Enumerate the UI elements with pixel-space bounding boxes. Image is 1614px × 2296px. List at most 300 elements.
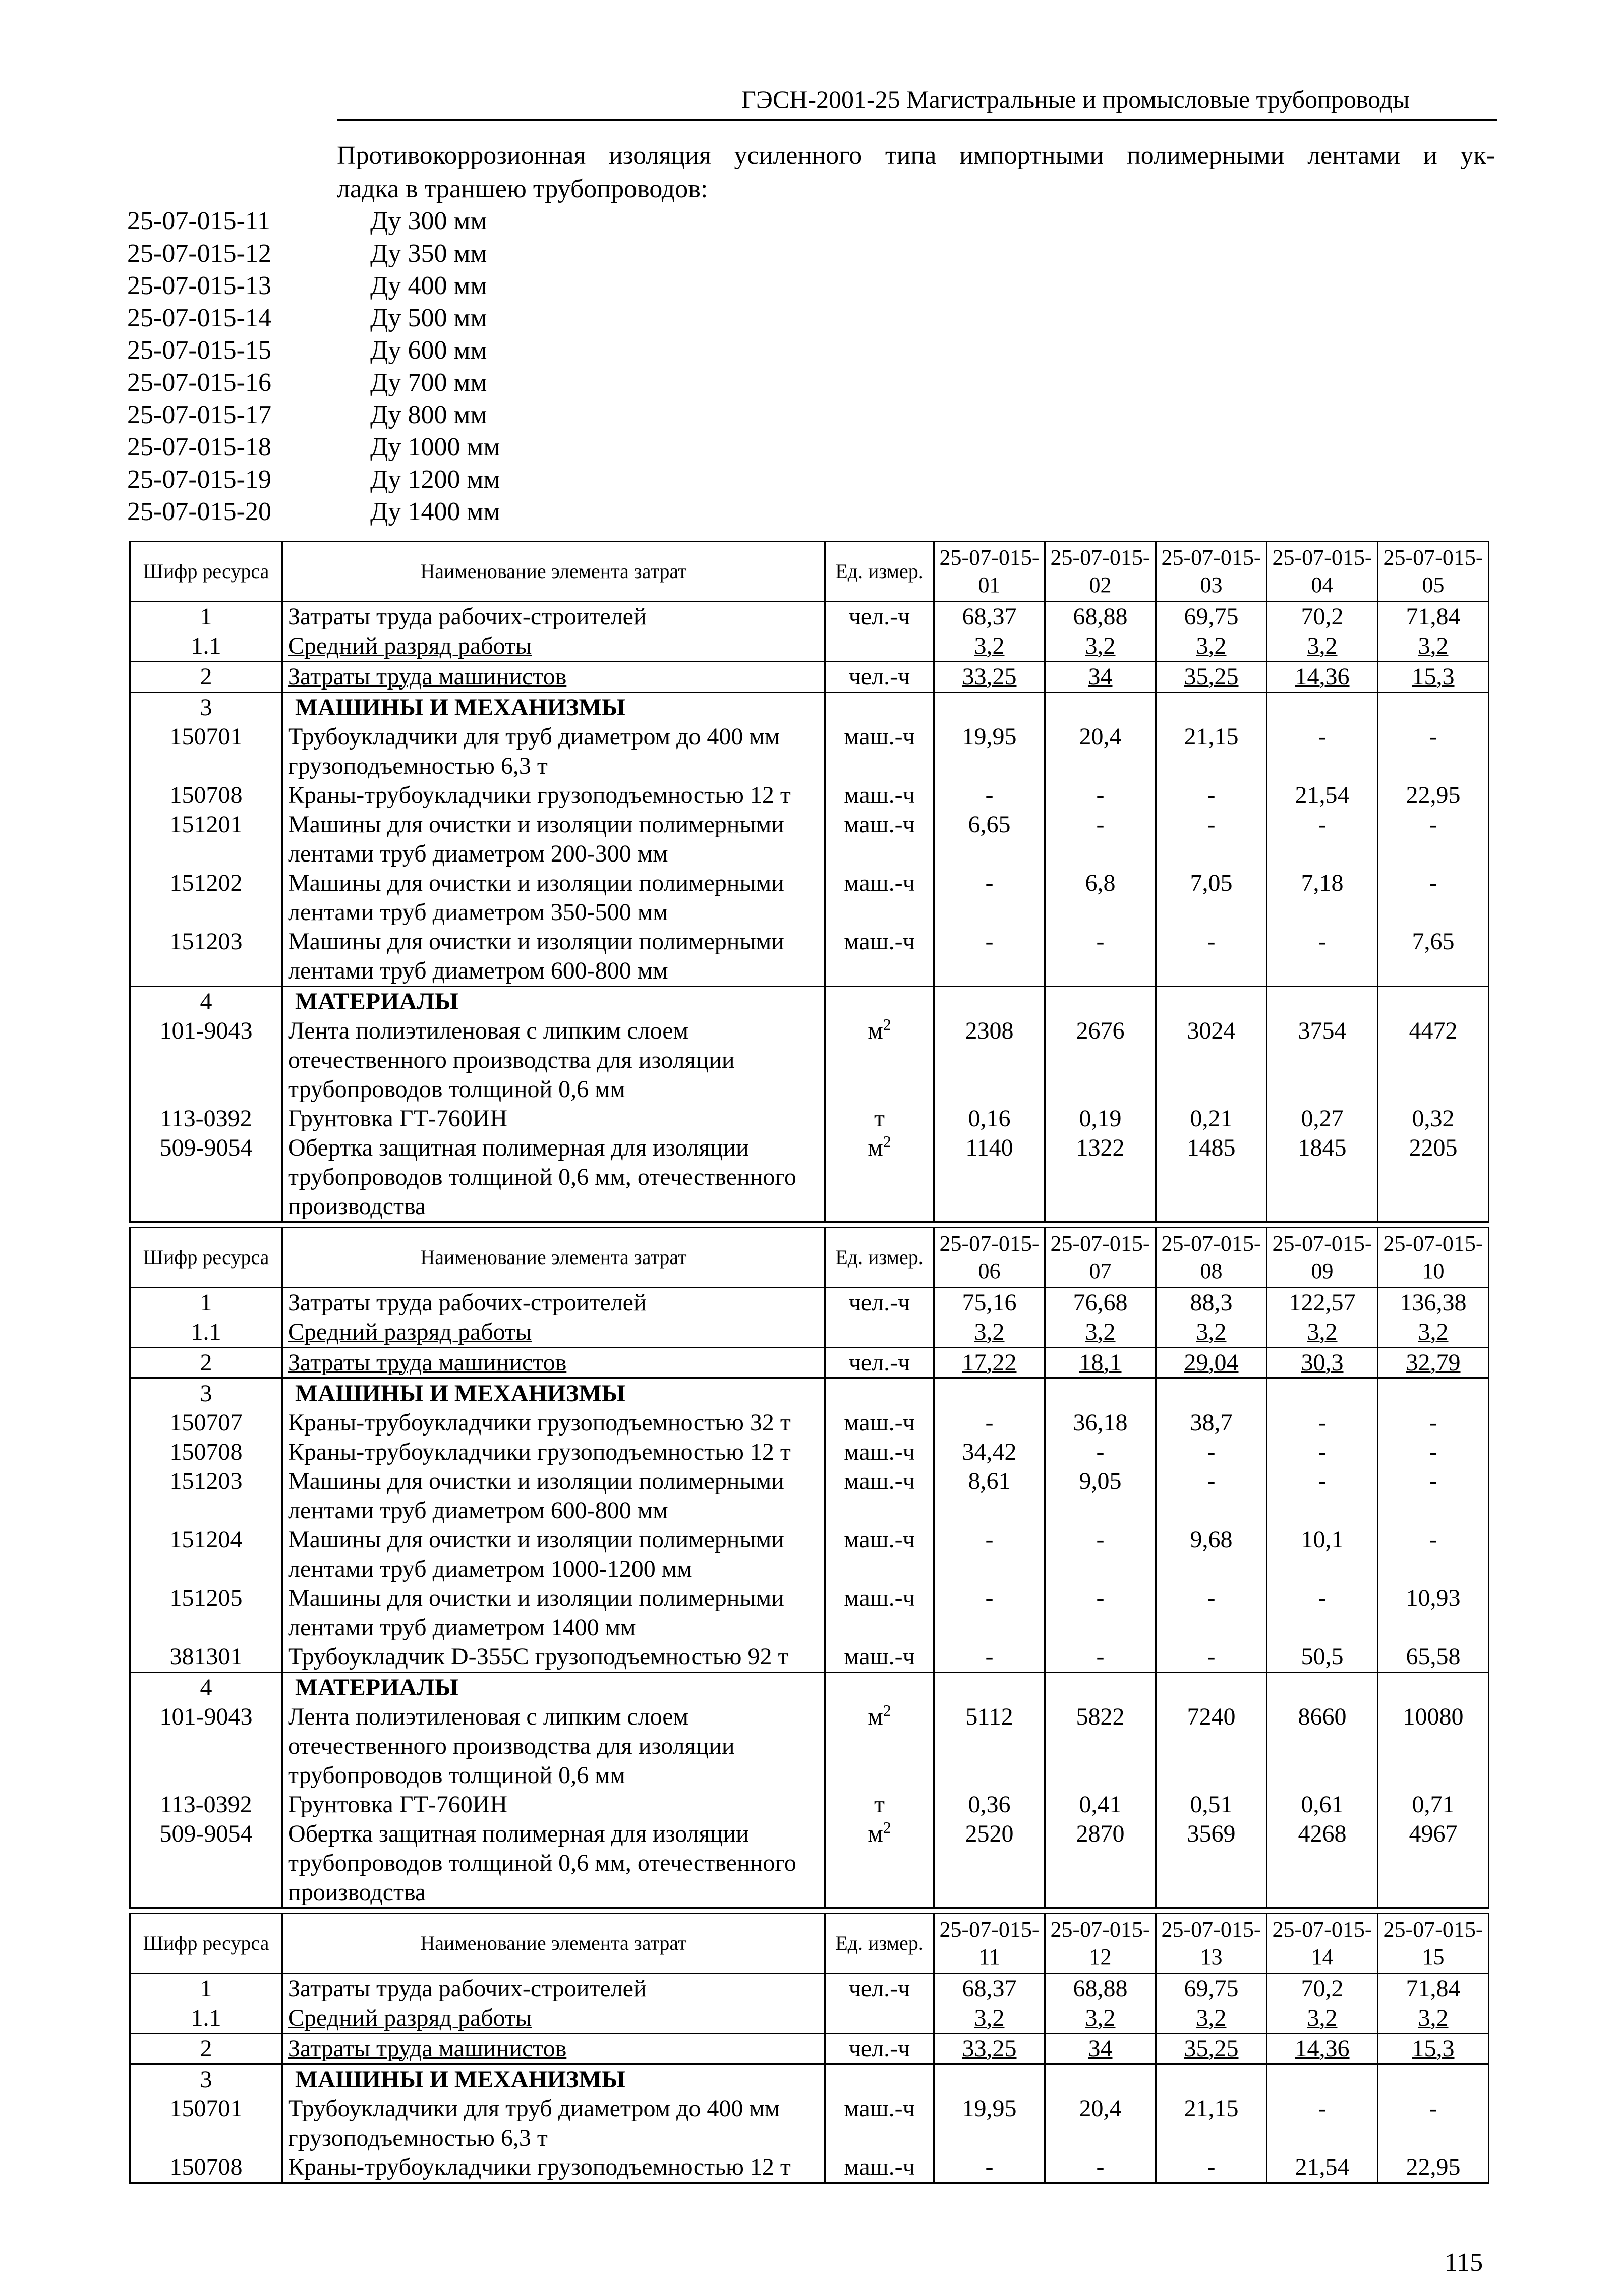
value-cell: 5822 [1045,1702,1156,1790]
resource-code: 381301 [130,1642,282,1673]
resource-name-cell [282,1317,825,1348]
value-cell: 50,5 [1267,1642,1378,1673]
table-row [130,869,1489,927]
value-cell [1378,1379,1489,1409]
value-cell: 68,88 [1045,1974,1156,2004]
unit-label: маш.-ч [844,2095,915,2122]
resource-code: 151203 [130,1467,282,1525]
value-cell: - [934,1584,1045,1642]
value-cell [934,987,1045,1017]
value-cell: 3,2 [1267,2003,1378,2034]
unit-cell [825,1819,934,1908]
header-name: Наименование элемента затрат [282,542,825,602]
table-header-row [130,542,1489,602]
value-cell [1045,2064,1156,2095]
value-cell [1267,1673,1378,1703]
table-row [130,1673,1489,1703]
value-cell: - [1156,2153,1267,2183]
unit-cell [825,810,934,869]
table-row [130,1702,1489,1790]
value-cell: 136,38 [1378,1288,1489,1318]
table-row [130,1016,1489,1104]
value-cell: - [1045,781,1156,810]
resource-name-cell [282,1702,825,1790]
unit-label: т [874,1105,885,1132]
code-list-code: 25-07-015-15 [127,336,271,365]
resource-table-3 [129,1913,1489,2184]
header-unit: Ед. измер. [825,1914,934,1974]
table-row [130,927,1489,987]
code-list-diameter: Ду 350 мм [370,239,487,268]
resource-name-cell [282,1525,825,1584]
resource-name-cell [282,1379,825,1409]
value-cell: 14,36 [1267,662,1378,693]
header-norm-code: 25-07-015-08 [1156,1228,1267,1288]
header-unit: Ед. измер. [825,542,934,602]
value-cell [934,693,1045,723]
value-cell: 30,3 [1267,1348,1378,1379]
resource-name: Краны-трубоукладчики грузоподъемностью 32 т [288,1409,791,1436]
value-cell: - [1378,1408,1489,1438]
unit-label: м [868,1703,883,1730]
resource-name: МАТЕРИАЛЫ [295,988,458,1015]
unit-cell [825,927,934,987]
header-norm-code: 25-07-015-06 [934,1228,1045,1288]
value-cell: - [1156,1642,1267,1673]
table-row [130,987,1489,1017]
table-row [130,1790,1489,1819]
code-list-code: 25-07-015-12 [127,239,271,268]
value-cell: - [1045,1584,1156,1642]
table-row [130,1642,1489,1673]
header-code: Шифр ресурса [130,542,282,602]
value-cell: 9,05 [1045,1467,1156,1525]
unit-cell [825,1790,934,1819]
resource-code: 1.1 [130,632,282,662]
table-row [130,1379,1489,1409]
unit-label: чел.-ч [848,1975,910,2002]
table-row [130,1104,1489,1133]
value-cell: - [934,1408,1045,1438]
value-cell: 0,16 [934,1104,1045,1133]
code-list-diameter: Ду 300 мм [370,207,487,236]
value-cell: 0,61 [1267,1790,1378,1819]
value-cell: 3,2 [1045,1317,1156,1348]
resource-name-cell [282,1642,825,1673]
value-cell: 3,2 [1156,1317,1267,1348]
value-cell: 0,27 [1267,1104,1378,1133]
header-norm-code: 25-07-015-12 [1045,1914,1156,1974]
header-code: Шифр ресурса [130,1228,282,1288]
header-norm-code: 25-07-015-09 [1267,1228,1378,1288]
value-cell: - [1267,2094,1378,2153]
resource-name: МАТЕРИАЛЫ [295,1674,458,1701]
value-cell: 3,2 [1156,632,1267,662]
value-cell: - [934,2153,1045,2183]
resource-code: 150708 [130,2153,282,2183]
resource-table-2 [129,1227,1489,1909]
resource-name: Обертка защитная полимерная для изоляции трубопроводов толщиной 0,6 мм, отечественного производства [288,1134,796,1220]
value-cell: - [1156,1584,1267,1642]
value-cell: 21,15 [1156,2094,1267,2153]
value-cell: 4967 [1378,1819,1489,1908]
value-cell: - [934,781,1045,810]
table-row [130,632,1489,662]
header-norm-code: 25-07-015-11 [934,1914,1045,1974]
code-list-diameter: Ду 1000 мм [370,433,500,462]
value-cell [1045,987,1156,1017]
value-cell: - [1267,1467,1378,1525]
unit-cell [825,1525,934,1584]
resource-name: Краны-трубоукладчики грузоподъемностью 12 т [288,2154,791,2180]
value-cell: 35,25 [1156,2034,1267,2064]
value-cell: 0,32 [1378,1104,1489,1133]
value-cell [1267,2064,1378,2095]
value-cell: 3,2 [934,632,1045,662]
value-cell: 122,57 [1267,1288,1378,1318]
value-cell: - [1156,927,1267,987]
unit-label: м [868,1017,883,1044]
resource-name: МАШИНЫ И МЕХАНИЗМЫ [295,2066,625,2093]
value-cell: - [1267,1408,1378,1438]
unit-superscript: 2 [883,1701,891,1719]
code-list-diameter: Ду 700 мм [370,368,487,397]
code-list-diameter: Ду 600 мм [370,336,487,365]
value-cell: 29,04 [1156,1348,1267,1379]
value-cell: 32,79 [1378,1348,1489,1379]
value-cell [1267,987,1378,1017]
header-norm-code: 25-07-015-01 [934,542,1045,602]
resource-name: Машины для очистки и изоляции полимерными лентами труб диаметром 1400 мм [288,1585,784,1641]
value-cell: 68,88 [1045,602,1156,632]
value-cell: 22,95 [1378,781,1489,810]
value-cell: 1485 [1156,1133,1267,1222]
value-cell: 65,58 [1378,1642,1489,1673]
table-row [130,1133,1489,1222]
code-list-diameter: Ду 1200 мм [370,465,500,494]
code-list-code: 25-07-015-16 [127,368,271,397]
resource-name-cell [282,1104,825,1133]
header-unit: Ед. измер. [825,1228,934,1288]
resource-name-cell [282,2153,825,2183]
code-list-diameter: Ду 800 мм [370,400,487,429]
value-cell: 4268 [1267,1819,1378,1908]
unit-label: чел.-ч [848,1289,910,1316]
value-cell: 9,68 [1156,1525,1267,1584]
table-row [130,2064,1489,2095]
value-cell: 20,4 [1045,722,1156,781]
value-cell [1045,1673,1156,1703]
value-cell [1045,693,1156,723]
resource-name-cell [282,1438,825,1467]
resource-code: 150701 [130,2094,282,2153]
table-row [130,2003,1489,2034]
resource-name: Машины для очистки и изоляции полимерными лентами труб диаметром 600-800 мм [288,1468,784,1524]
value-cell: - [1378,869,1489,927]
unit-label: маш.-ч [844,1643,915,1670]
unit-cell [825,1584,934,1642]
value-cell: 7,18 [1267,869,1378,927]
value-cell: 34 [1045,662,1156,693]
resource-name-cell [282,1288,825,1318]
value-cell: 3,2 [1267,1317,1378,1348]
unit-cell [825,1348,934,1379]
value-cell: 33,25 [934,662,1045,693]
resource-table-1 [129,541,1489,1223]
table-row [130,693,1489,723]
table-row [130,1467,1489,1525]
value-cell: - [1378,2094,1489,2153]
resource-name: Трубоукладчики для труб диаметром до 400 мм грузоподъемностью 6,3 т [288,2095,780,2151]
value-cell [1378,2064,1489,2095]
resource-code: 150707 [130,1408,282,1438]
resource-name: Машины для очистки и изоляции полимерными лентами труб диаметром 200-300 мм [288,811,784,867]
unit-label: т [874,1791,885,1818]
resource-code: 509-9054 [130,1133,282,1222]
value-cell: 21,15 [1156,722,1267,781]
unit-label: м [868,1820,883,1847]
unit-label: маш.-ч [844,1468,915,1495]
value-cell: 7,05 [1156,869,1267,927]
resource-name-cell [282,662,825,693]
unit-label: чел.-ч [848,603,910,630]
value-cell: 88,3 [1156,1288,1267,1318]
header-rule [337,119,1497,121]
resource-code: 1 [130,1288,282,1318]
value-cell: 70,2 [1267,1974,1378,2004]
resource-code: 113-0392 [130,1104,282,1133]
unit-cell [825,1642,934,1673]
value-cell: 5112 [934,1702,1045,1790]
value-cell: - [1267,1438,1378,1467]
page-number: 115 [1445,2248,1483,2277]
unit-label: маш.-ч [844,870,915,896]
code-list-code: 25-07-015-17 [127,400,271,429]
resource-code: 2 [130,662,282,693]
resource-name: Затраты труда рабочих-строителей [288,603,647,630]
table-row [130,602,1489,632]
header-code: Шифр ресурса [130,1914,282,1974]
value-cell: 8,61 [934,1467,1045,1525]
value-cell: 20,4 [1045,2094,1156,2153]
unit-label: маш.-ч [844,2154,915,2180]
table-row [130,810,1489,869]
resource-code: 150701 [130,722,282,781]
unit-label: маш.-ч [844,1439,915,1465]
value-cell: 68,37 [934,602,1045,632]
value-cell: - [934,1642,1045,1673]
unit-cell [825,987,934,1017]
unit-cell [825,2094,934,2153]
resource-name: МАШИНЫ И МЕХАНИЗМЫ [295,694,625,721]
value-cell: - [1045,927,1156,987]
value-cell [1045,1379,1156,1409]
value-cell: 14,36 [1267,2034,1378,2064]
value-cell: 15,3 [1378,662,1489,693]
value-cell: 3,2 [1045,632,1156,662]
table-header-row [130,1228,1489,1288]
table-row [130,1584,1489,1642]
resource-name: Затраты труда машинистов [288,2035,567,2062]
header-norm-code: 25-07-015-05 [1378,542,1489,602]
value-cell: 33,25 [934,2034,1045,2064]
unit-cell [825,1133,934,1222]
value-cell: - [1156,781,1267,810]
resource-code: 3 [130,2064,282,2095]
resource-name: Краны-трубоукладчики грузоподъемностью 12 т [288,782,791,809]
value-cell: 18,1 [1045,1348,1156,1379]
value-cell: 76,68 [1045,1288,1156,1318]
value-cell: 36,18 [1045,1408,1156,1438]
value-cell: 17,22 [934,1348,1045,1379]
resource-name-cell [282,2003,825,2034]
unit-cell [825,1408,934,1438]
value-cell: - [934,1525,1045,1584]
table-row [130,1317,1489,1348]
value-cell: - [1267,927,1378,987]
unit-cell [825,1317,934,1348]
resource-code: 1.1 [130,1317,282,1348]
resource-name: Грунтовка ГТ-760ИН [288,1105,508,1132]
value-cell: 19,95 [934,722,1045,781]
value-cell: 6,8 [1045,869,1156,927]
table-row [130,1819,1489,1908]
resource-code: 2 [130,1348,282,1379]
value-cell [1267,1379,1378,1409]
table-row [130,2153,1489,2183]
unit-cell [825,693,934,723]
resource-name: Грунтовка ГТ-760ИН [288,1791,508,1818]
unit-label: маш.-ч [844,723,915,750]
resource-name-cell [282,869,825,927]
value-cell [934,1379,1045,1409]
value-cell: - [1378,1525,1489,1584]
unit-label: чел.-ч [848,2035,910,2062]
value-cell: - [1378,1467,1489,1525]
table-row [130,722,1489,781]
code-list-diameter: Ду 1400 мм [370,497,500,526]
value-cell: 3,2 [1378,1317,1489,1348]
resource-name-cell [282,1408,825,1438]
unit-label: маш.-ч [844,928,915,955]
unit-cell [825,1288,934,1318]
table-row [130,2034,1489,2064]
header-norm-code: 25-07-015-10 [1378,1228,1489,1288]
resource-name-cell [282,1467,825,1525]
header-norm-code: 25-07-015-13 [1156,1914,1267,1974]
unit-cell [825,2153,934,2183]
value-cell: - [1045,1525,1156,1584]
unit-cell [825,1438,934,1467]
value-cell: 19,95 [934,2094,1045,2153]
unit-superscript: 2 [883,1818,891,1836]
value-cell: 3,2 [1378,2003,1489,2034]
value-cell: - [1045,2153,1156,2183]
value-cell: - [934,927,1045,987]
value-cell [1378,1673,1489,1703]
value-cell: 0,71 [1378,1790,1489,1819]
code-list-diameter: Ду 400 мм [370,271,487,300]
table-row [130,1408,1489,1438]
resource-code: 101-9043 [130,1702,282,1790]
unit-cell [825,1104,934,1133]
resource-code: 101-9043 [130,1016,282,1104]
value-cell: 3754 [1267,1016,1378,1104]
value-cell: 68,37 [934,1974,1045,2004]
value-cell: - [1045,810,1156,869]
unit-cell [825,662,934,693]
resource-name-cell [282,693,825,723]
value-cell: 2205 [1378,1133,1489,1222]
value-cell [1378,693,1489,723]
value-cell: 8660 [1267,1702,1378,1790]
resource-name-cell [282,1016,825,1104]
resource-name: Затраты труда машинистов [288,1349,567,1376]
header-norm-code: 25-07-015-02 [1045,542,1156,602]
header-norm-code: 25-07-015-03 [1156,542,1267,602]
code-list-code: 25-07-015-13 [127,271,271,300]
value-cell: 3,2 [1267,632,1378,662]
value-cell: 1322 [1045,1133,1156,1222]
unit-superscript: 2 [883,1132,891,1151]
resource-code: 150708 [130,1438,282,1467]
resource-name-cell [282,2064,825,2095]
resource-name-cell [282,2034,825,2064]
value-cell: - [1267,1584,1378,1642]
unit-cell [825,781,934,810]
resource-name-cell [282,2094,825,2153]
unit-cell [825,632,934,662]
resource-name-cell [282,1673,825,1703]
resource-code: 1.1 [130,2003,282,2034]
resource-name-cell [282,1790,825,1819]
resource-code: 151203 [130,927,282,987]
resource-name: Обертка защитная полимерная для изоляции трубопроводов толщиной 0,6 мм, отечественного производства [288,1820,796,1906]
value-cell: 3,2 [934,2003,1045,2034]
resource-name-cell [282,1819,825,1908]
intro-text-line-2: ладка в траншею трубопроводов: [337,175,708,203]
resource-name: Машины для очистки и изоляции полимерными лентами труб диаметром 600-800 мм [288,928,784,984]
table-row [130,1525,1489,1584]
resource-name-cell [282,602,825,632]
value-cell: 0,19 [1045,1104,1156,1133]
unit-cell [825,1673,934,1703]
unit-cell [825,1016,934,1104]
resource-name: Средний разряд работы [288,2004,532,2031]
value-cell: 34 [1045,2034,1156,2064]
value-cell: 3024 [1156,1016,1267,1104]
value-cell: 0,41 [1045,1790,1156,1819]
unit-cell [825,1467,934,1525]
value-cell [1156,693,1267,723]
value-cell: 0,36 [934,1790,1045,1819]
value-cell: - [1045,1642,1156,1673]
value-cell: 22,95 [1378,2153,1489,2183]
value-cell: - [1045,1438,1156,1467]
resource-name-cell [282,1584,825,1642]
resource-name-cell [282,810,825,869]
resource-code: 4 [130,987,282,1017]
value-cell: 71,84 [1378,602,1489,632]
value-cell: 15,3 [1378,2034,1489,2064]
header-name: Наименование элемента затрат [282,1228,825,1288]
table-row [130,1348,1489,1379]
value-cell: 3,2 [1045,2003,1156,2034]
value-cell: 0,21 [1156,1104,1267,1133]
resource-name-cell [282,987,825,1017]
unit-label: маш.-ч [844,811,915,838]
table-row [130,1288,1489,1318]
